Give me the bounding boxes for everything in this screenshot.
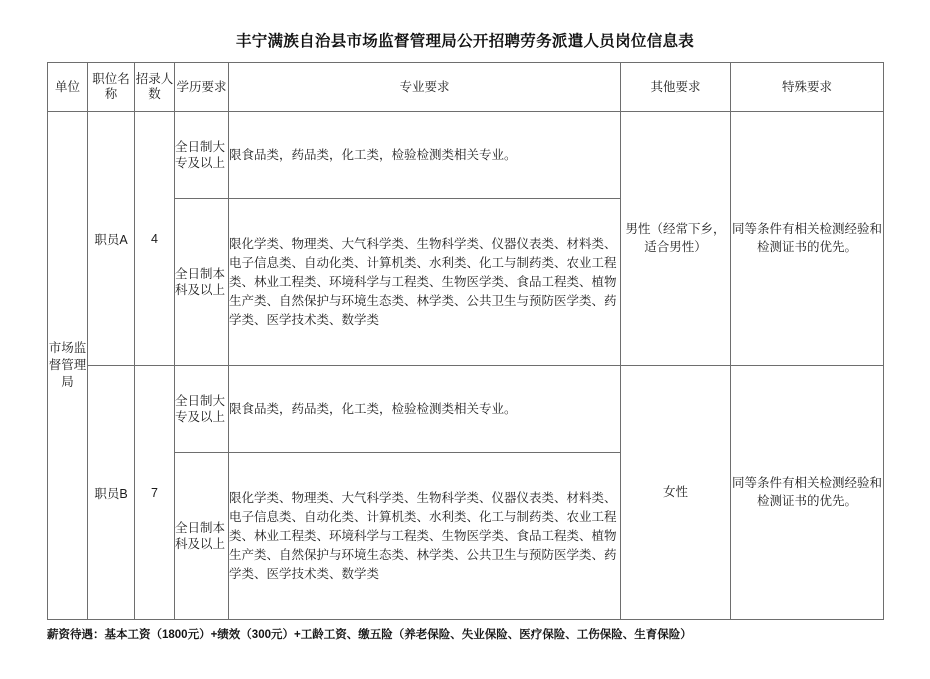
cell-education-requirement: 全日制本科及以上	[175, 453, 229, 620]
cell-education-requirement: 全日制大专及以上	[175, 366, 229, 453]
cell-major-requirement: 限食品类，药品类，化工类，检验检测类相关专业。	[229, 366, 621, 453]
cell-position-name: 职员A	[88, 112, 135, 366]
page-title: 丰宁满族自治县市场监督管理局公开招聘劳务派遣人员岗位信息表	[235, 33, 695, 50]
column-header-major: 专业要求	[229, 63, 621, 112]
cell-recruit-count: 7	[135, 366, 175, 620]
cell-special-requirement: 同等条件有相关检测经验和检测证书的优先。	[731, 112, 884, 366]
salary-footnote: 薪资待遇：基本工资（1800元）+绩效（300元）+工龄工资、缴五险（养老保险、失业保险、医疗保险、工伤保险、生育保险）	[47, 629, 692, 641]
column-header-position: 职位名称	[88, 63, 135, 112]
job-info-table-container	[47, 62, 883, 620]
cell-education-requirement: 全日制本科及以上	[175, 199, 229, 366]
column-header-unit: 单位	[48, 63, 88, 112]
cell-major-requirement: 限化学类、物理类、大气科学类、生物科学类、仪器仪表类、材料类、电子信息类、自动化类、计算机类、水利类、化工与制药类、农业工程类、林业工程类、环境科学与工程类、生物医学类、食品工程类、植物生产类、自然保护与环境生态类、林学类、公共卫生与预防医学类、药学类、医学技术类、数学类	[229, 453, 621, 620]
table-row	[48, 112, 884, 199]
job-info-table	[47, 62, 884, 620]
cell-major-requirement: 限食品类，药品类，化工类，检验检测类相关专业。	[229, 112, 621, 199]
cell-position-name: 职员B	[88, 366, 135, 620]
cell-recruit-count: 4	[135, 112, 175, 366]
cell-other-requirement: 女性	[621, 366, 731, 620]
column-header-count: 招录人数	[135, 63, 175, 112]
table-row	[48, 366, 884, 453]
column-header-other: 其他要求	[621, 63, 731, 112]
cell-major-requirement: 限化学类、物理类、大气科学类、生物科学类、仪器仪表类、材料类、电子信息类、自动化类、计算机类、水利类、化工与制药类、农业工程类、林业工程类、环境科学与工程类、生物医学类、食品工程类、植物生产类、自然保护与环境生态类、林学类、公共卫生与预防医学类、药学类、医学技术类、数学类	[229, 199, 621, 366]
cell-special-requirement: 同等条件有相关检测经验和检测证书的优先。	[731, 366, 884, 620]
cell-other-requirement: 男性（经常下乡，适合男性）	[621, 112, 731, 366]
table-header-row	[48, 63, 884, 112]
column-header-education: 学历要求	[175, 63, 229, 112]
cell-education-requirement: 全日制大专及以上	[175, 112, 229, 199]
column-header-special: 特殊要求	[731, 63, 884, 112]
cell-unit-name: 市场监督管理局	[48, 112, 88, 620]
